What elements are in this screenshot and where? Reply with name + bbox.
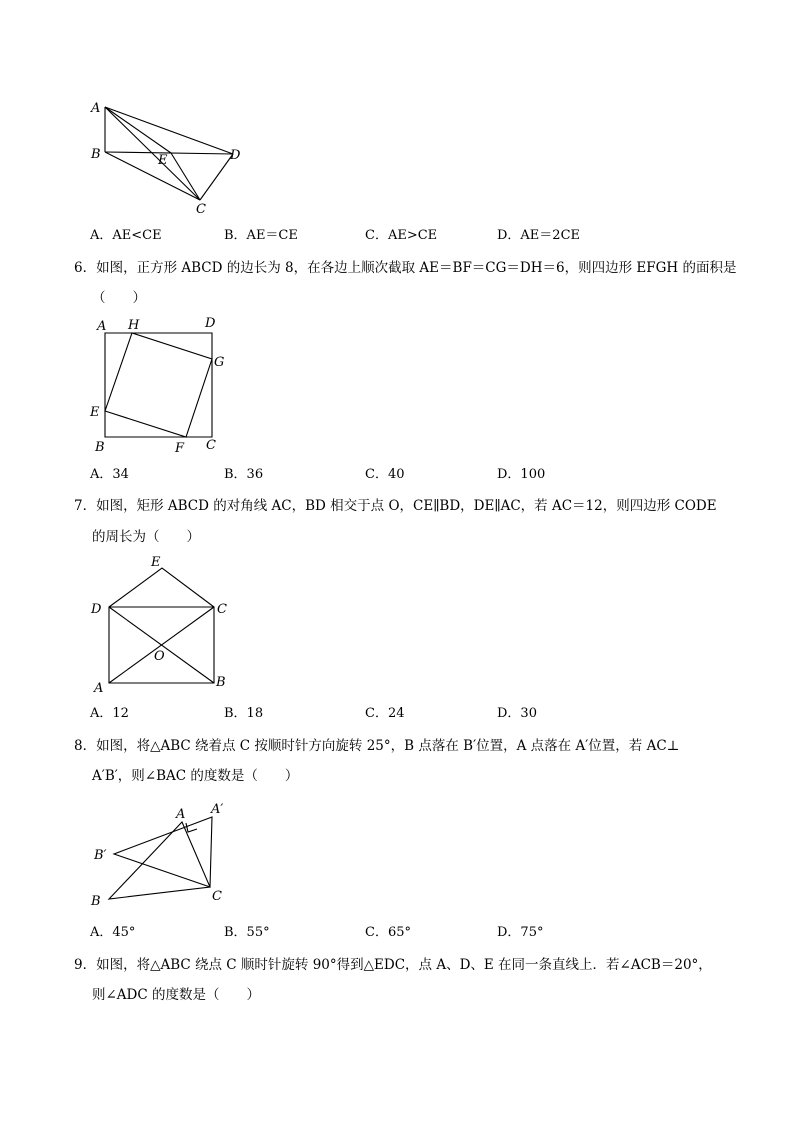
q6-option-a: A．34 [90,467,129,482]
q8-label-B-prime: B′ [94,848,107,863]
q6-label-G: G [214,355,225,370]
q8-option-d: D．75° [497,925,544,940]
q5-label-B: B [91,147,101,162]
q5-label-E: E [158,153,168,168]
q5-option-c: C．AE>CE [365,228,438,243]
q8-text-line1: 8．如图，将△ABC 绕着点 C 按顺时针方向旋转 25°，B 点落在 B′位置，A 点落在 A′位置，若 AC⊥ [74,738,680,754]
q8-label-B: B [91,894,101,909]
q8-label-A: A [176,807,186,822]
q6-label-A: A [97,319,107,334]
q7-option-a: A．12 [90,706,129,721]
q8-label-C: C [212,889,222,904]
q7-label-C: C [217,602,227,617]
q6-label-C: C [206,438,216,453]
q6-option-b: B．36 [224,467,264,482]
q5-option-d: D．AE＝2CE [497,228,581,243]
q7-label-B: B [216,675,226,690]
q7-text-line1: 7．如图，矩形 ABCD 的对角线 AC，BD 相交于点 O，CE∥BD，DE∥AC，若 AC＝12，则四边形 CODE [74,498,717,514]
q7-text-line2: 的周长为（ ） [92,529,200,545]
q8-label-A-prime: A′ [211,802,224,817]
q8-option-c: C．65° [365,925,411,940]
q7-label-O: O [154,649,165,664]
q6-label-H: H [128,318,140,333]
q5-label-C: C [196,202,206,217]
q6-text-line1: 6．如图，正方形 ABCD 的边长为 8，在各边上顺次截取 AE＝BF＝CG＝DH＝6，则四边形 EFGH 的面积是 [74,260,737,276]
q7-label-A: A [94,681,104,696]
q5-label-D: D [230,148,241,163]
q8-triangle-A2B2C [114,817,212,887]
q7-option-b: B．18 [224,706,264,721]
q7-label-E: E [151,555,161,570]
q7-option-c: C．24 [365,706,405,721]
q5-label-A: A [91,101,101,116]
q8-option-a: A．45° [90,925,136,940]
q7-option-d: D．30 [497,706,537,721]
q5-option-a: A．AE<CE [90,228,162,243]
q6-option-d: D．100 [497,467,546,482]
q6-label-F: F [175,441,185,456]
q8-text-line2: A′B′，则∠BAC 的度数是（ ） [92,768,299,784]
q6-label-B: B [95,440,105,455]
q8-triangle-ABC [109,822,210,899]
q7-label-D: D [91,602,102,617]
q9-text-line1: 9．如图，将△ABC 绕点 C 顺时针旋转 90°得到△EDC，点 A、D、E 在同一条直线上．若∠ACB＝20°， [74,957,712,973]
q6-label-D: D [205,316,216,331]
q5-option-b: B．AE＝CE [224,228,298,243]
q9-text-line2: 则∠ADC 的度数是（ ） [92,987,261,1003]
q6-text-line2: （ ） [92,290,146,306]
q6-label-E: E [90,405,100,420]
q8-option-b: B．55° [224,925,270,940]
q6-option-c: C．40 [365,467,405,482]
